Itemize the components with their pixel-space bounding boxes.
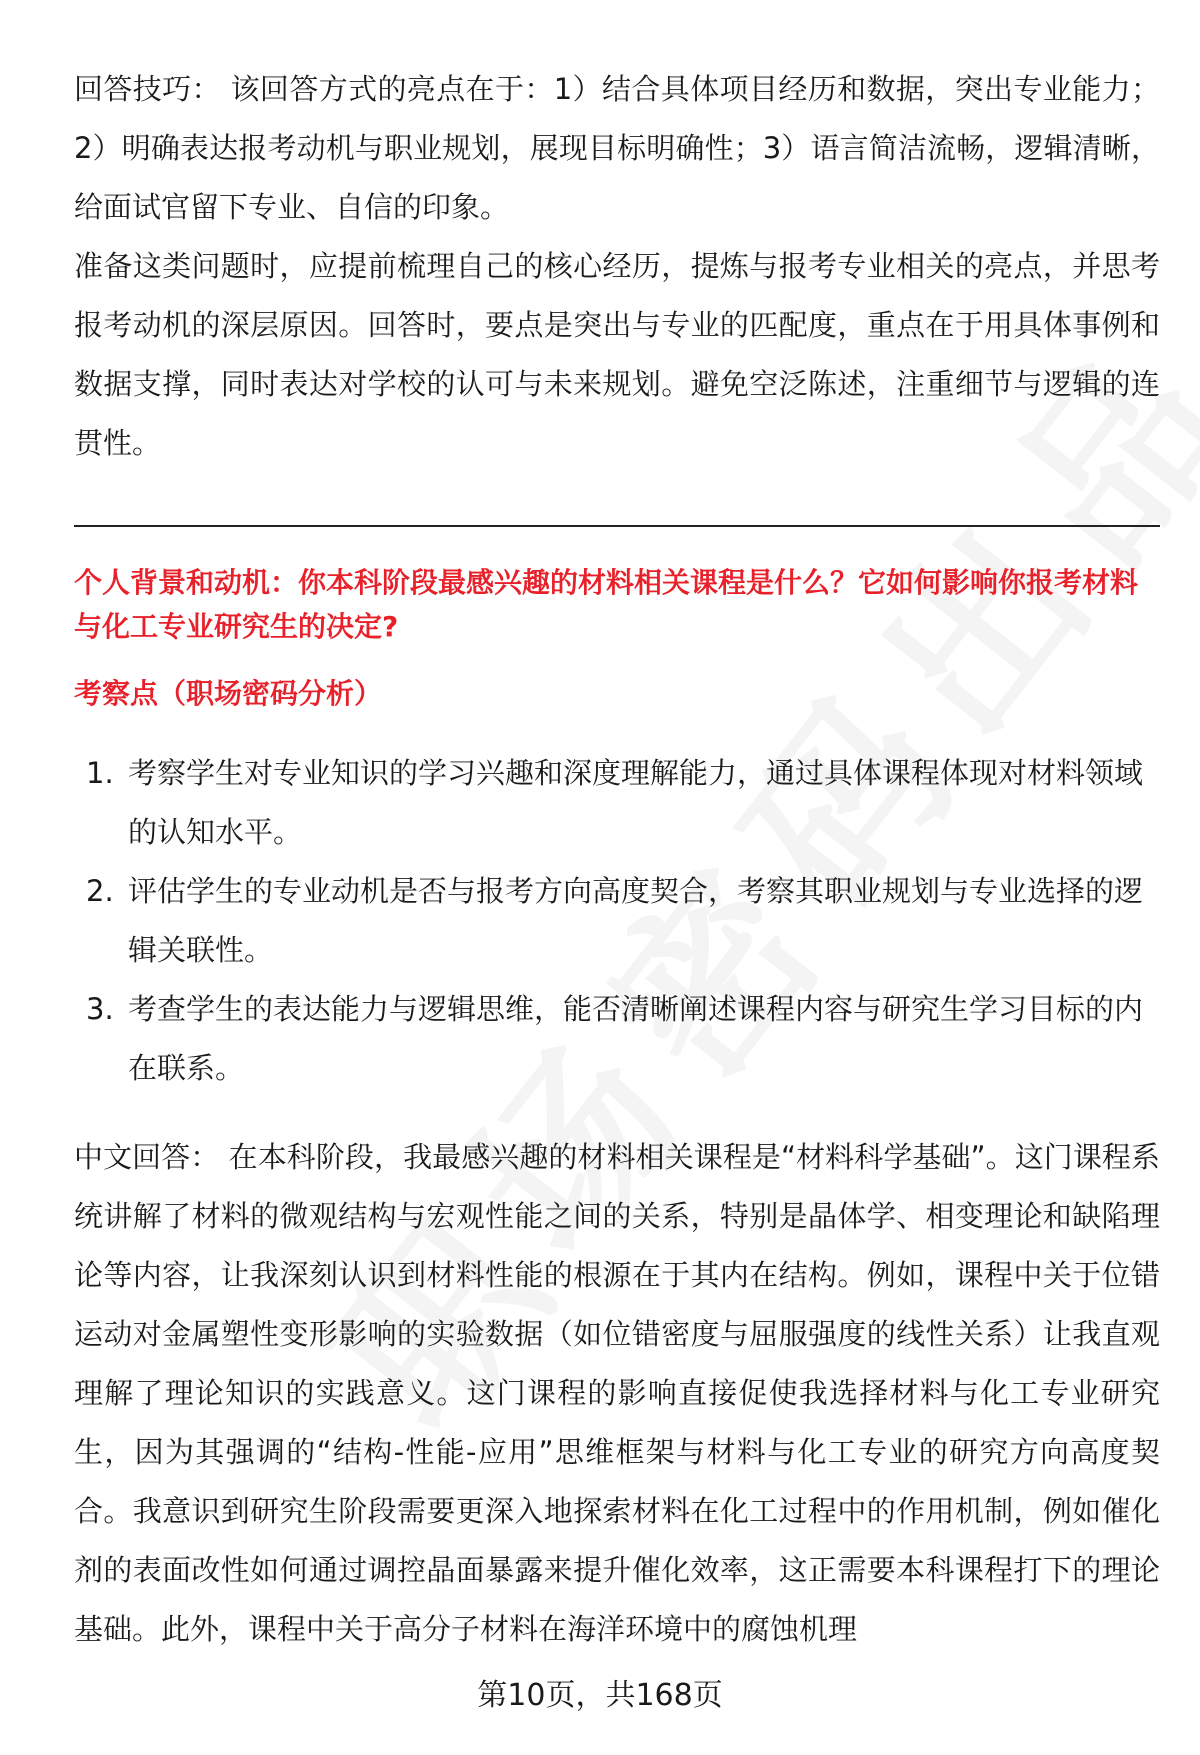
list-item-text: 考查学生的表达能力与逻辑思维，能否清晰阐述课程内容与研究生学习目标的内在联系。 [128,992,1144,1085]
page-number: 第10页，共168页 [477,1678,723,1713]
preparation-paragraph: 准备这类问题时，应提前梳理自己的核心经历，提炼与报考专业相关的亮点，并思考报考动机的深层原因。回答时，要点是突出与专业的匹配度，重点在于用具体事例和数据支撑，同时表达对学校的认可与未来规划。避免空泛陈述，注重细节与逻辑的连贯性。 [74,249,1160,460]
list-item-text: 评估学生的专业动机是否与报考方向高度契合，考察其职业规划与专业选择的逻辑关联性。 [128,874,1144,967]
analysis-section-title: 考察点（职场密码分析） [74,677,383,710]
analysis-points-list [74,744,1160,1098]
list-item [74,980,1160,1098]
list-item-text: 考察学生对专业知识的学习兴趣和深度理解能力，通过具体课程体现对材料领域的认知水平。 [128,756,1144,849]
list-item [74,862,1160,980]
list-item [74,744,1160,862]
chinese-answer-paragraph: 中文回答： 在本科阶段，我最感兴趣的材料相关课程是“材料科学基础”。这门课程系统讲解了材料的微观结构与宏观性能之间的关系，特别是晶体学、相变理论和缺陷理论等内容，让我深刻认识到材料性能的根源在于其内在结构。例如，课程中关于位错运动对金属塑性变形影响的实验数据（如位错密度与屈服强度的线性关系）让我直观理解了理论知识的实践意义。这门课程的影响直接促使我选择材料与化工专业研究生，因为其强调的“结构-性能-应用”思维框架与材料与化工专业的研究方向高度契合。我意识到研究生阶段需要更深入地探索材料在化工过程中的作用机制，例如催化剂的表面改性如何通过调控晶面暴露来提升催化效率，这正需要本科课程打下的理论基础。此外，课程中关于高分子材料在海洋环境中的腐蚀机理 [74,1140,1160,1646]
list-item-number: 2. [86,874,114,908]
list-item-number: 3. [86,992,114,1026]
section-divider [74,525,1160,527]
question-title: 个人背景和动机：你本科阶段最感兴趣的材料相关课程是什么？它如何影响你报考材料与化工专业研究生的决定? [74,566,1139,643]
answer-tips-paragraph: 回答技巧： 该回答方式的亮点在于：1）结合具体项目经历和数据，突出专业能力；2）明确表达报考动机与职业规划，展现目标明确性；3）语言简洁流畅，逻辑清晰，给面试官留下专业、自信的印象。 [74,72,1160,224]
list-item-number: 1. [86,756,114,790]
